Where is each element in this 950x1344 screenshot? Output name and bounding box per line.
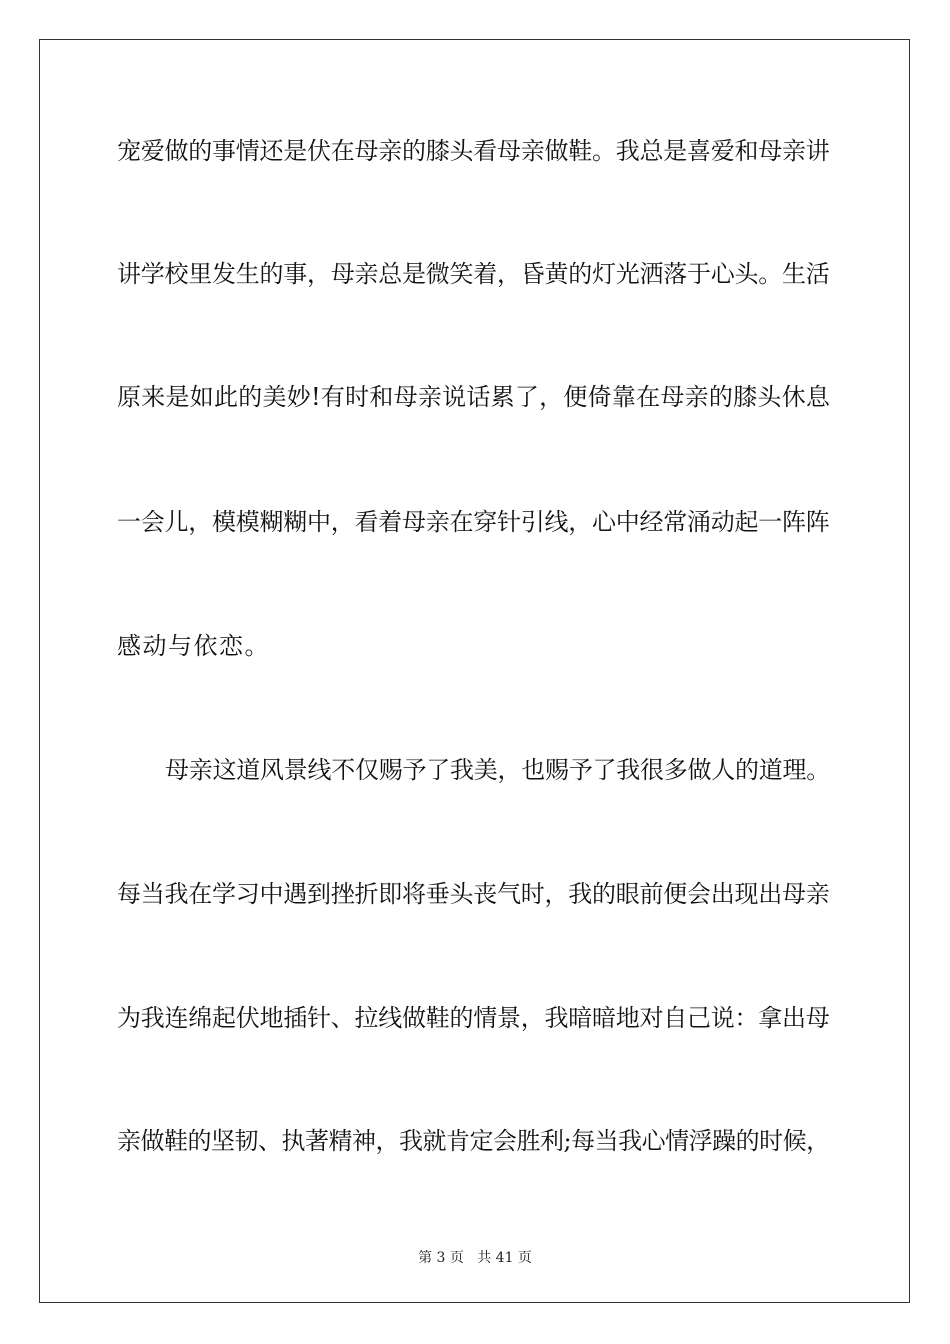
text-line-7: 每当我在学习中遇到挫折即将垂头丧气时，我的眼前便会出现出母亲 — [117, 880, 830, 908]
text-line-6: 母亲这道风景线不仅赐予了我美，也赐予了我很多做人的道理。 — [165, 756, 830, 784]
text-line-2: 讲学校里发生的事，母亲总是微笑着，昏黄的灯光洒落于心头。生活 — [117, 260, 830, 288]
text-line-1: 宠爱做的事情还是伏在母亲的膝头看母亲做鞋。我总是喜爱和母亲讲 — [117, 137, 830, 165]
text-line-9: 亲做鞋的坚韧、执著精神，我就肯定会胜利;每当我心情浮躁的时候， — [117, 1127, 830, 1155]
text-line-8: 为我连绵起伏地插针、拉线做鞋的情景，我暗暗地对自己说：拿出母 — [117, 1004, 830, 1032]
page-number-footer: 第 3 页 共 41 页 — [418, 1250, 532, 1266]
text-line-5: 感动与依恋。 — [117, 632, 270, 660]
text-line-3: 原来是如此的美妙!有时和母亲说话累了，便倚靠在母亲的膝头休息 — [117, 383, 831, 411]
text-line-4: 一会儿，模模糊糊中，看着母亲在穿针引线，心中经常涌动起一阵阵 — [117, 508, 830, 536]
page-border — [39, 39, 910, 1303]
